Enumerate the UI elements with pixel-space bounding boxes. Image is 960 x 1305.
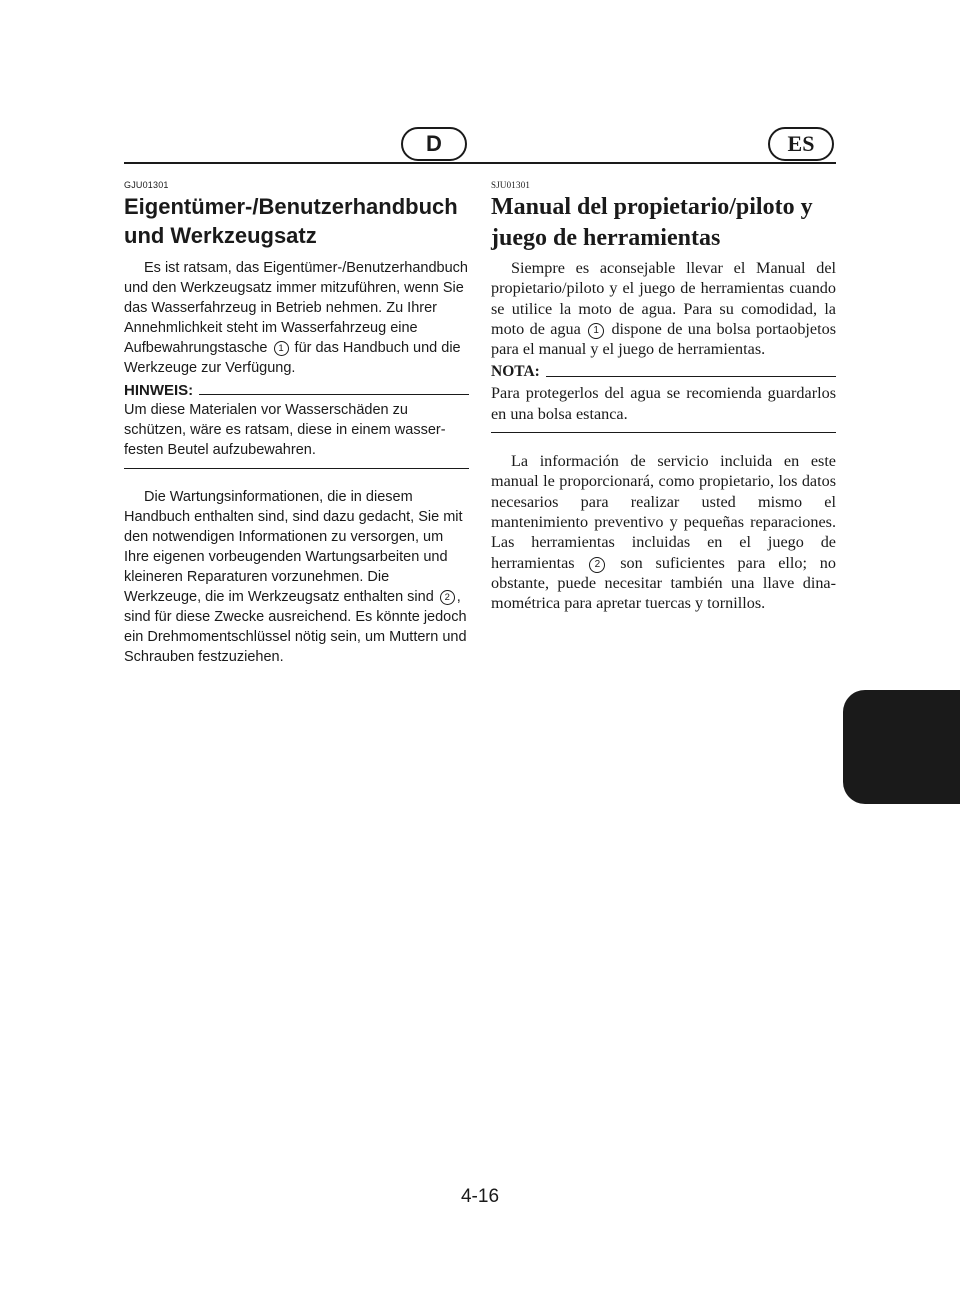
text-run: , sind für diese Zwecke ausreichend. Es könnte jedoch ein Drehmomentschlüssel nötig sein, um Muttern und Schrauben festzuziehen. <box>124 589 467 665</box>
language-tab-spanish: ES <box>768 127 834 161</box>
text-run: für das Handbuch und die Werkzeuge zur Verfügung. <box>124 340 461 376</box>
note-text: Um diese Materialen vor Wasserschäden zu schützen, wäre es ratsam, diese in einem wasserfesten Beutel aufzubewahren. <box>124 402 446 458</box>
section-title: Manual del propietario/piloto y juego de herramientas <box>491 194 813 251</box>
note-header <box>491 363 836 381</box>
section-code: SJU01301 <box>491 180 531 190</box>
note-header <box>124 382 469 399</box>
note-end-rule <box>491 432 836 433</box>
paragraph-maintenance <box>491 451 836 613</box>
callout-number: 1 <box>274 341 289 356</box>
text-run: Es ist ratsam, das Eigentümer-/Benutzerhandbuch und den Werkzeugsatz immer mitzuführen, wenn Sie das Wasserfahrzeug in Betrieb nehmen. Zu Ihrer Annehmlichkeit steht im Wasserfahrzeug eine Aufbewahrungstasche <box>124 260 468 356</box>
text-run: son suficientes para ello; no obstante, puede necesitar también una llave dinamométrica para apretar tuercas y tornillos. <box>491 553 836 613</box>
note-label: NOTA: <box>491 363 540 381</box>
chapter-thumb-tab <box>843 690 960 804</box>
note-end-rule <box>124 468 469 469</box>
callout-number: 1 <box>588 323 604 339</box>
note-rule <box>546 376 836 377</box>
callout-number: 2 <box>440 590 455 605</box>
text-run: dispone de una bolsa portaobjetos para el manual y el juego de herramientas. <box>491 319 836 359</box>
page-number: 4-16 <box>460 1186 500 1207</box>
note-label: HINWEIS: <box>124 382 194 399</box>
paragraph-intro <box>491 258 836 359</box>
note-text: Para protegerlos del agua se recomienda guardarlos en una bolsa estanca. <box>491 384 836 423</box>
section-title: Eigentümer-/Benutzerhandbuch und Werkzeugsatz <box>124 194 458 248</box>
section-code: GJU01301 <box>124 180 169 190</box>
german-column <box>124 174 469 667</box>
language-tab-german: D <box>401 127 467 161</box>
text-run: Siempre es aconsejable llevar el Manual del propietario/piloto y el juego de herramientas cuando se utilice la moto de agua. Para su comodidad, la moto de agua <box>491 259 836 338</box>
paragraph-intro <box>124 258 469 378</box>
header-rule <box>124 162 836 164</box>
text-run: La información de servicio incluida en este manual le proporcionará, como propietario, los datos necesarios para realizar usted mismo el mantenimiento preventivo y pequeñas reparaciones. Las herramientas incluidas en el juego de herramientas <box>491 452 836 572</box>
note-rule <box>199 394 469 395</box>
callout-number: 2 <box>589 557 605 573</box>
paragraph-maintenance <box>124 487 469 667</box>
spanish-column <box>491 174 836 613</box>
text-run: Die Wartungsinformationen, die in diesem Handbuch enthalten sind, sind dazu gedacht, Sie mit den notwendigen Informationen zu versorgen, um Ihre eigenen vorbeugenden Wartungsarbeiten und kleineren Reparaturen vorzunehmen. Die Werkzeuge, die im Werkzeugsatz enthalten sind <box>124 489 463 605</box>
